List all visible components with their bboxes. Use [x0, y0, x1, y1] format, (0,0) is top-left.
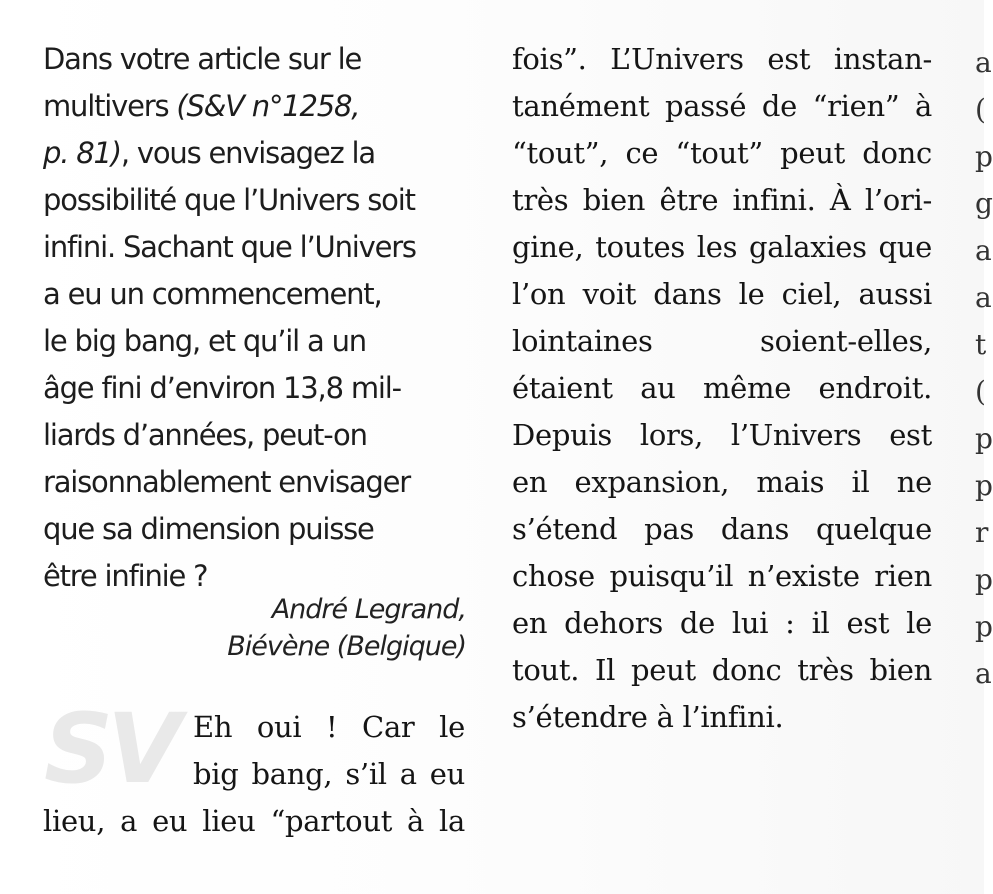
- sv-logo-text: SV: [44, 693, 176, 805]
- edge-glyph: r: [975, 516, 989, 549]
- edge-glyph: p: [975, 563, 993, 596]
- question-line: le big bang, et qu’il a un: [43, 324, 366, 358]
- edge-glyph: g: [975, 187, 993, 220]
- question-line: possibilité que l’Univers soit: [43, 183, 415, 217]
- edge-glyph: p: [975, 422, 993, 455]
- answer-line: “tout”, ce “tout” peut donc: [512, 136, 932, 170]
- answer-line: Depuis lors, l’Univers est: [512, 418, 932, 452]
- edge-glyph: a: [975, 234, 992, 267]
- answer-line: lieu, a eu lieu “partout à la: [43, 804, 465, 838]
- answer-line: lointaines soient-elles,: [512, 324, 932, 358]
- question-line: raisonnablement envisager: [43, 465, 410, 499]
- question-line: liards d’années, peut-on: [43, 418, 367, 452]
- question-line: être infinie ?: [43, 559, 208, 593]
- question-line: a eu un commencement,: [43, 277, 382, 311]
- answer-line: en dehors de lui : il est le: [512, 606, 932, 640]
- edge-glyph: (: [975, 375, 986, 408]
- edge-glyph: a: [975, 657, 992, 690]
- answer-line: en expansion, mais il ne: [512, 465, 932, 499]
- edge-glyph: p: [975, 140, 993, 173]
- answer-line: Eh oui ! Car le: [193, 710, 465, 744]
- edge-glyph: p: [975, 610, 993, 643]
- question-line: que sa dimension puisse: [43, 512, 374, 546]
- answer-line: chose puisqu’il n’existe rien: [512, 559, 932, 593]
- question-line: infini. Sachant que l’Univers: [43, 230, 416, 264]
- edge-glyph: a: [975, 281, 992, 314]
- answer-line: tout. Il peut donc très bien: [512, 653, 932, 687]
- answer-line: s’étend pas dans quelque: [512, 512, 932, 546]
- answer-line: s’étendre à l’infini.: [512, 700, 784, 734]
- question-line: Dans votre article sur le: [43, 42, 362, 76]
- question-line: âge fini d’environ 13,8 mil-: [43, 371, 401, 405]
- sv-logo: [44, 693, 182, 805]
- answer-line: big bang, s’il a eu: [193, 757, 465, 791]
- answer-line: très bien être infini. À l’ori-: [512, 183, 932, 217]
- answer-line: fois”. L’Univers est instan-: [512, 42, 932, 76]
- edge-glyph: (: [975, 93, 986, 126]
- answer-line: tanément passé de “rien” à: [512, 89, 932, 123]
- question-line: multivers (S&V n°1258,: [43, 89, 360, 123]
- signature-location: Biévène (Belgique): [227, 631, 466, 662]
- edge-glyph: t: [975, 328, 987, 361]
- answer-line: étaient au même endroit.: [512, 371, 932, 405]
- answer-line: l’on voit dans le ciel, aussi: [512, 277, 932, 311]
- question-line: p. 81), vous envisagez la: [43, 136, 375, 170]
- edge-glyph: p: [975, 469, 993, 502]
- signature-name: André Legrand,: [271, 594, 466, 625]
- answer-line: gine, toutes les galaxies que: [512, 230, 932, 264]
- edge-glyph: a: [975, 46, 992, 79]
